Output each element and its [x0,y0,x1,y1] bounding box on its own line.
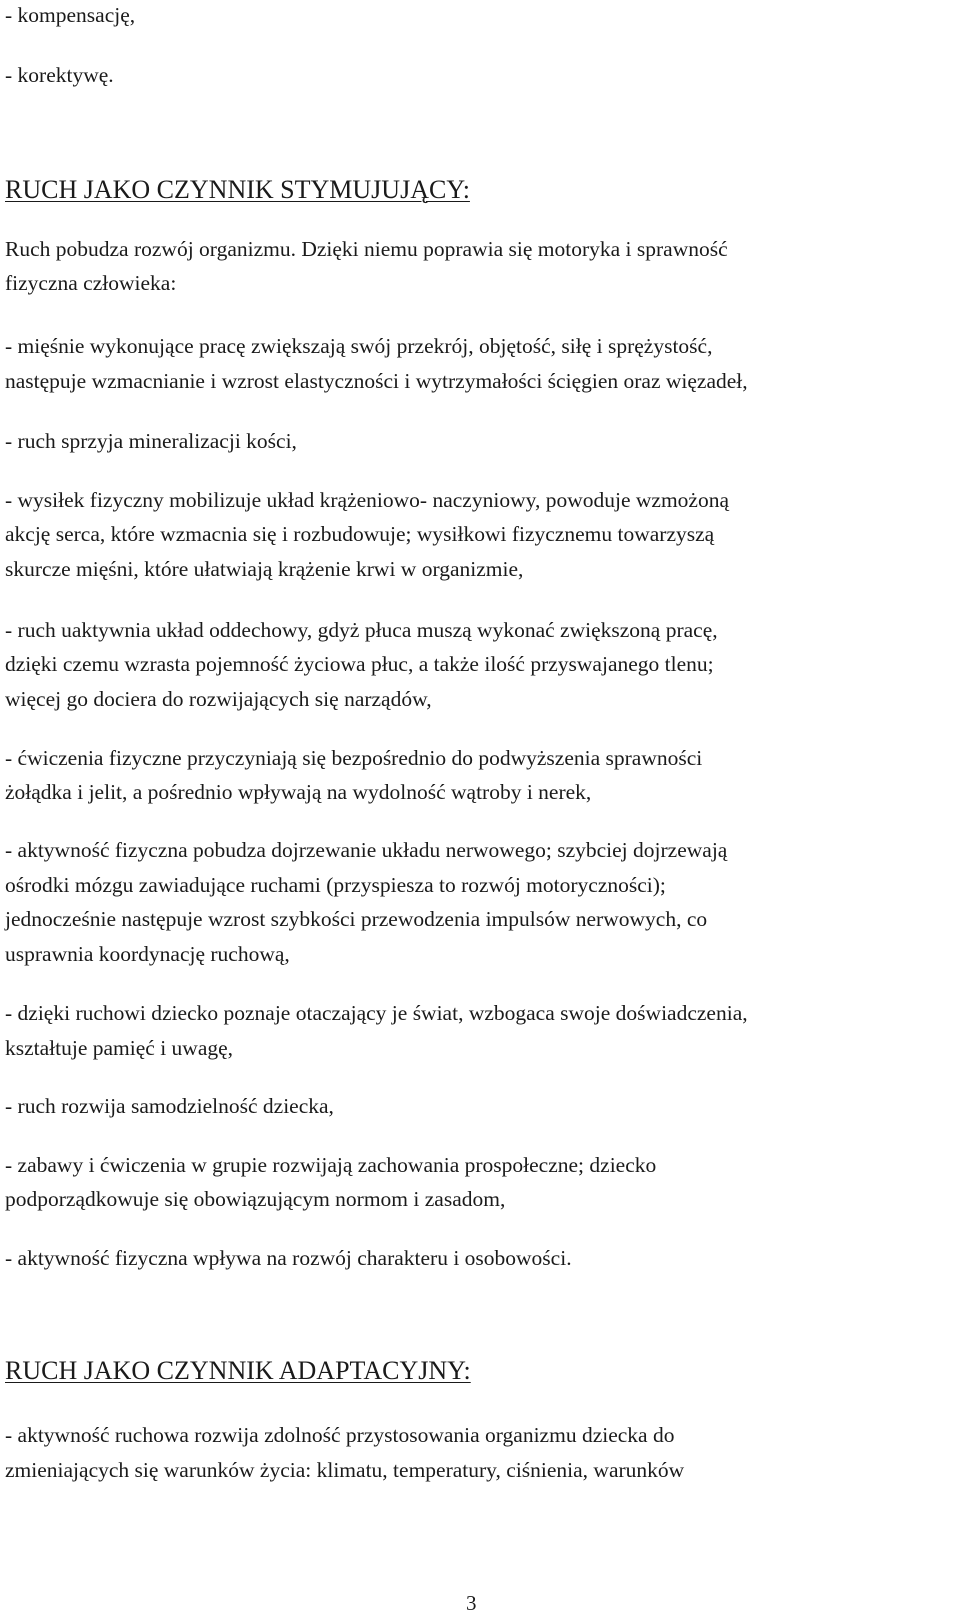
text-line: fizyczna człowieka: [5,271,177,295]
text-line: - korektywę. [5,63,114,87]
text-line: akcję serca, które wzmacnia się i rozbudowuje; wysiłkowi fizycznemu towarzyszą [5,522,715,546]
text-line: kształtuje pamięć i uwagę, [5,1036,234,1060]
text-line: Ruch pobudza rozwój organizmu. Dzięki niemu poprawia się motoryka i sprawność [5,237,728,261]
text-line: - dzięki ruchowi dziecko poznaje otaczający je świat, wzbogaca swoje doświadczenia, [5,1001,748,1025]
page-number: 3 [466,1591,477,1615]
text-line: - ruch rozwija samodzielność dziecka, [5,1094,334,1118]
text-line: - aktywność ruchowa rozwija zdolność przystosowania organizmu dziecka do [5,1423,675,1447]
text-line: - ruch uaktywnia układ oddechowy, gdyż płuca muszą wykonać zwiększoną pracę, [5,618,718,642]
text-line: następuje wzmacnianie i wzrost elastyczności i wytrzymałości ścięgien oraz więzadeł, [5,369,748,393]
text-line: - aktywność fizyczna pobudza dojrzewanie układu nerwowego; szybciej dojrzewają [5,838,728,862]
text-line: jednocześnie następuje wzrost szybkości przewodzenia impulsów nerwowych, co [5,907,708,931]
text-line: - ruch sprzyja mineralizacji kości, [5,429,297,453]
text-line: usprawnia koordynację ruchową, [5,942,290,966]
text-line: - aktywność fizyczna wpływa na rozwój charakteru i osobowości. [5,1246,572,1270]
section-heading-adaptive: RUCH JAKO CZYNNIK ADAPTACYJNY: [5,1356,471,1385]
text-line: ośrodki mózgu zawiadujące ruchami (przyspiesza to rozwój motoryczności); [5,873,666,897]
text-line: skurcze mięśni, które ułatwiają krążenie krwi w organizmie, [5,557,524,581]
text-line: - zabawy i ćwiczenia w grupie rozwijają zachowania prospołeczne; dziecko [5,1153,657,1177]
text-line: dzięki czemu wzrasta pojemność życiowa płuc, a także ilość przyswajanego tlenu; [5,652,714,676]
text-line: - ćwiczenia fizyczne przyczyniają się bezpośrednio do podwyższenia sprawności [5,746,703,770]
text-line: zmieniających się warunków życia: klimatu, temperatury, ciśnienia, warunków [5,1458,685,1482]
text-line: żołądka i jelit, a pośrednio wpływają na wydolność wątroby i nerek, [5,780,592,804]
text-line: - kompensację, [5,3,136,27]
text-line: więcej go dociera do rozwijających się narządów, [5,687,432,711]
text-line: podporządkowuje się obowiązującym normom i zasadom, [5,1187,506,1211]
section-heading-stimulating: RUCH JAKO CZYNNIK STYMUJUJĄCY: [5,175,470,204]
text-line: - mięśnie wykonujące pracę zwiększają swój przekrój, objętość, siłę i sprężystość, [5,334,713,358]
text-line: - wysiłek fizyczny mobilizuje układ krążeniowo- naczyniowy, powoduje wzmożoną [5,488,729,512]
